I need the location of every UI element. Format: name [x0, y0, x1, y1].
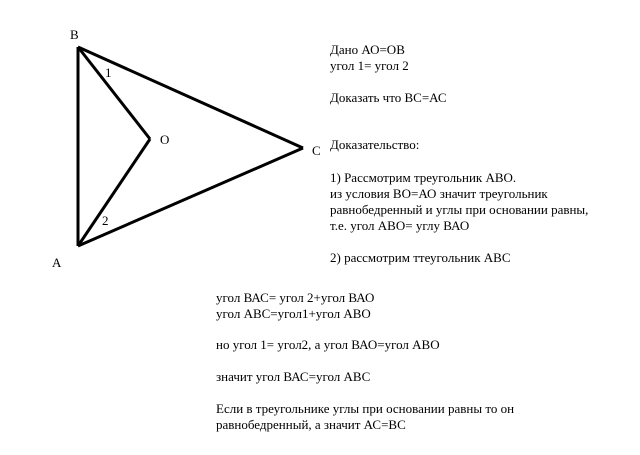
segment-bc — [78, 47, 303, 148]
conclusion-line-2: равнобедренный, а значит АС=ВС — [216, 417, 406, 432]
angle-mark-1: 1 — [105, 65, 112, 80]
equation-line-4: значит угол ВАС=угол АВС — [216, 369, 371, 384]
vertex-label-c: C — [312, 143, 321, 158]
vertex-label-b: B — [70, 27, 79, 42]
angle-mark-2: 2 — [102, 213, 109, 228]
segment-bo — [78, 47, 150, 139]
conclusion-line-1: Если в треугольнике углы при основании равны то он — [216, 401, 515, 416]
step1-line-2: из условия ВО=АО значит треугольник — [330, 186, 548, 201]
given-line-2: угол 1= угол 2 — [330, 58, 409, 73]
step1-line-4: т.е. угол АВО= углу ВАО — [330, 218, 470, 233]
step1-line-3: равнобедренный и углы при основании равны, — [330, 202, 589, 217]
prove-line: Доказать что ВС=АС — [330, 90, 447, 105]
vertex-label-a: A — [52, 255, 62, 270]
equation-line-1: угол ВАС= угол 2+угол ВАО — [216, 290, 375, 305]
given-line-1: Дано АО=ОВ — [330, 42, 405, 57]
equation-line-3: но угол 1= угол2, а угол ВАО=угол АВО — [216, 337, 440, 352]
equation-line-2: угол АВС=угол1+угол АВО — [216, 306, 371, 321]
proof-heading: Доказательство: — [330, 137, 420, 152]
vertex-label-o: O — [160, 132, 170, 147]
step1-line-1: 1) Рассмотрим треугольник АВО. — [330, 170, 517, 185]
step2-line: 2) рассмотрим ттеугольник АВС — [330, 250, 511, 265]
